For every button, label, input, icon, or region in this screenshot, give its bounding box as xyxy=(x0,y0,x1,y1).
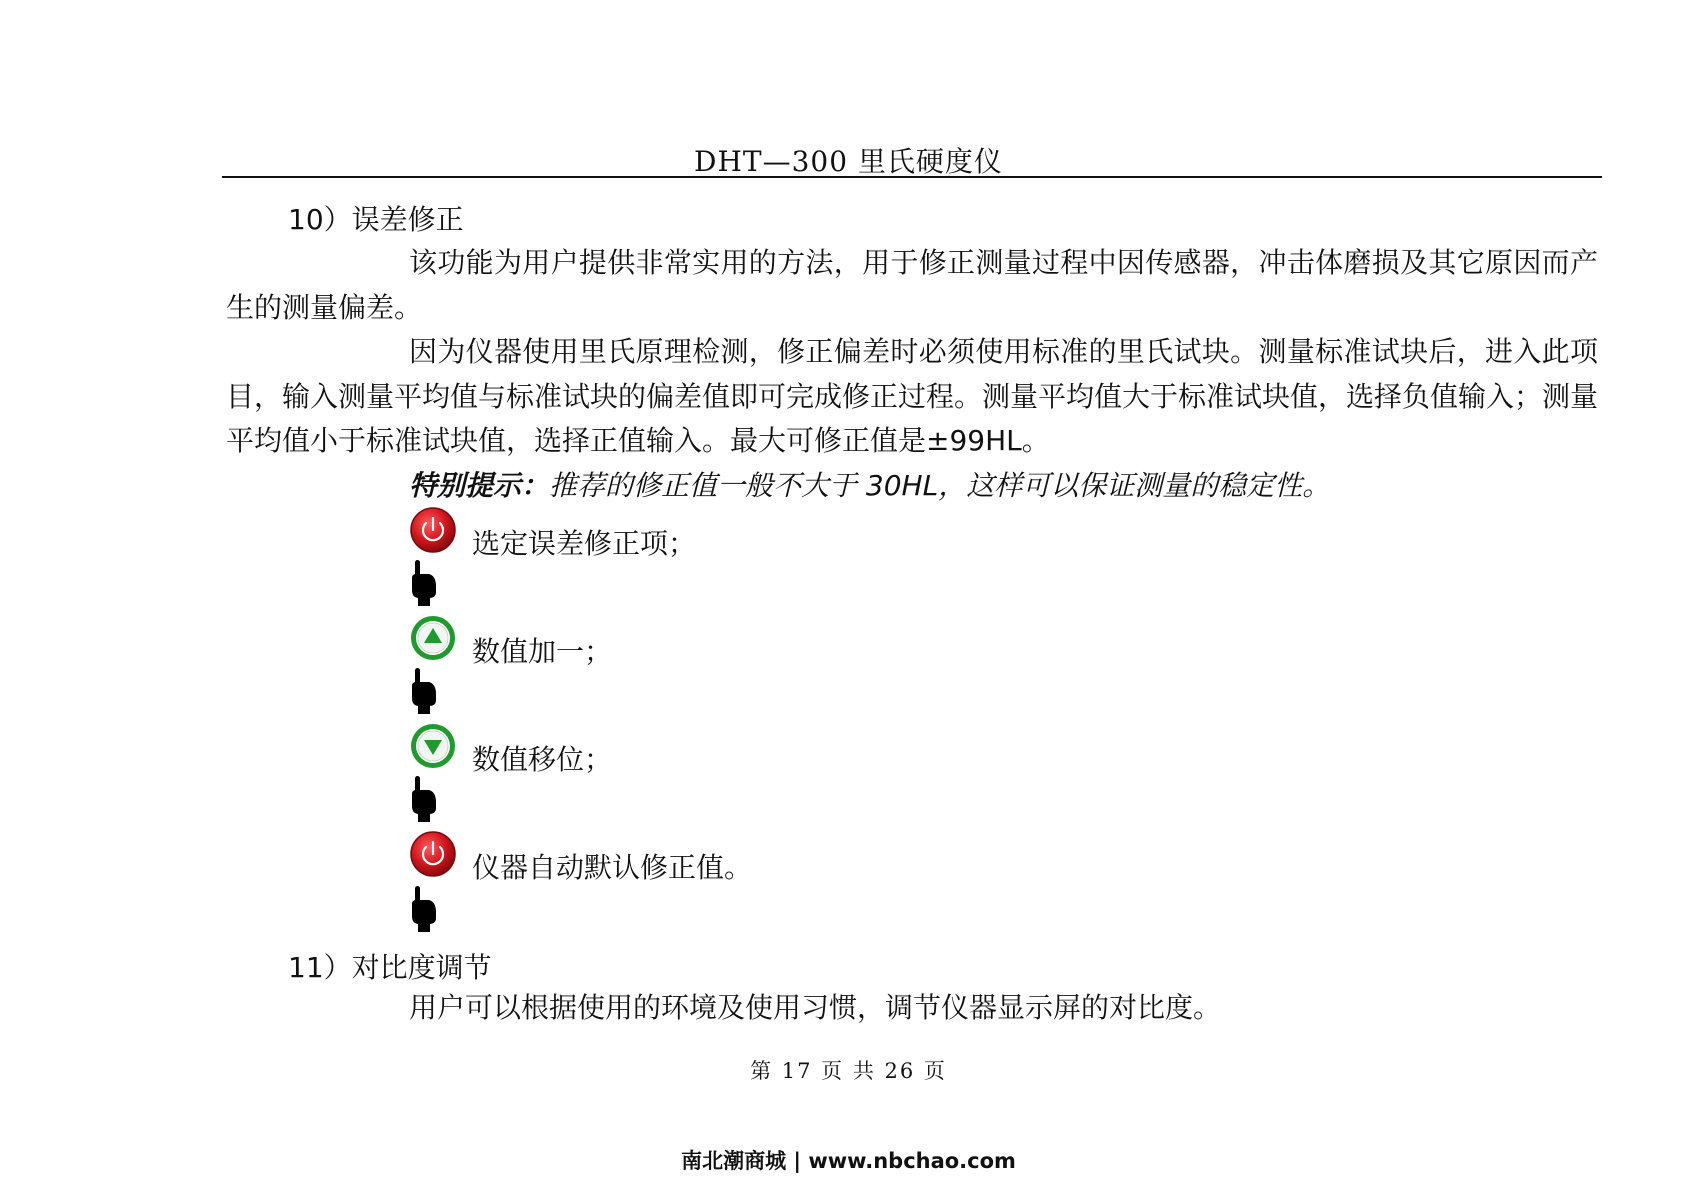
section-heading-error-correction: 10）误差修正 xyxy=(288,203,464,236)
power-button-icon xyxy=(409,830,457,878)
pointing-hand-icon xyxy=(409,886,439,932)
pointing-hand-icon xyxy=(409,776,439,822)
tip-label: 特别提示： xyxy=(409,469,550,502)
tip-text: 推荐的修正值一般不大于 30HL，这样可以保证测量的稳定性。 xyxy=(549,469,1331,502)
site-watermark: 南北潮商城 | www.nbchao.com xyxy=(681,1149,1016,1173)
page-number: 第 17 页 共 26 页 xyxy=(750,1059,947,1083)
step-text: 数值移位； xyxy=(472,743,613,776)
document-title: DHT—300 里氏硬度仪 xyxy=(694,145,1003,178)
up-arrow-button-icon xyxy=(409,614,457,662)
step-text: 数值加一； xyxy=(472,635,613,668)
down-arrow-button-icon xyxy=(409,722,457,770)
header-divider xyxy=(222,176,1602,178)
step-text: 仪器自动默认修正值。 xyxy=(472,851,753,884)
paragraph-function-description: 该功能为用户提供非常实用的方法，用于修正测量过程中因传感器，冲击体磨损及其它原因而产生的测量偏差。 xyxy=(226,246,1598,324)
step-text: 选定误差修正项； xyxy=(472,527,697,560)
section-heading-contrast: 11）对比度调节 xyxy=(288,951,492,984)
power-button-icon xyxy=(409,506,457,554)
paragraph-contrast-description: 用户可以根据使用的环境及使用习惯，调节仪器显示屏的对比度。 xyxy=(409,991,1222,1024)
special-tip xyxy=(409,466,1330,506)
paragraph-correction-procedure: 因为仪器使用里氏原理检测，修正偏差时必须使用标准的里氏试块。测量标准试块后，进入此项目，输入测量平均值与标准试块的偏差值即可完成修正过程。测量平均值大于标准试块值，选择负值输入；测量平均值小于标准试块值，选择正值输入。最大可修正值是±99HL。 xyxy=(226,335,1599,457)
pointing-hand-icon xyxy=(409,560,439,606)
pointing-hand-icon xyxy=(409,668,439,714)
